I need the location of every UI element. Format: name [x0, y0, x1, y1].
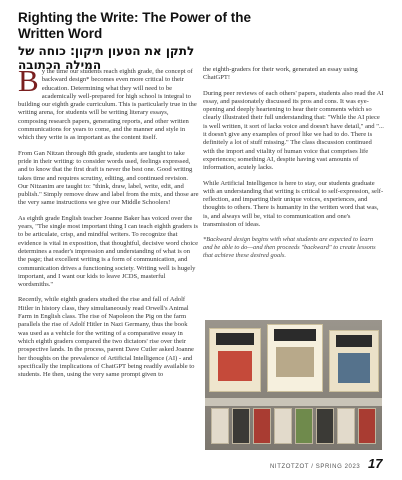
hebrew-subtitle: לתקן את הטעון תיקון: כוחה של המילה הכתובה: [18, 44, 195, 72]
paragraph: From Gan Nitzan through 8th grade, students are taught to take pride in their writing: to consider words used, feelings expressed, and to know that the first draft is never the best one. Good writing takes time and requires scrutiny, editing, and continued revision. Our Nitzanim are taught to: "think, draw, label, write, edit, and publish." Simply remove draw and label from the mix, and those are the very same instructions we give our Middle Schoolers!: [18, 149, 199, 207]
display-shelf: [205, 398, 382, 406]
poster-board: [329, 330, 379, 392]
drop-cap: B: [18, 63, 39, 98]
paragraph: [18, 63, 199, 143]
paragraph-text: y the time our students reach eighth grade, the concept of backward design* becomes even more critical to their education. Determining what they will need to be academically well-prepared for high school is integral to building our eighth grade curriculum. This is particularly true in the writing arena, for students will be writing literary essays, composing research papers, generating reports, and other written communications for years to come, and the manner and style in which they write is as important as the content itself.: [18, 68, 197, 142]
article-title: Righting the Write: The Power of the Written Word: [18, 10, 251, 41]
paragraph: the eighth-graders for their work, generated an essay using ChatGPT!: [203, 66, 358, 82]
paragraph: As eighth grade English teacher Joanne Baker has voiced over the years, "The single most important thing I can teach eighth graders is to be articulate, crisp, and mindful writers. To recognize that evidence is vital in exposition, that thoughtful, decisive word choice determines a reader's impression and understanding of what is on the page; that excellent writing is a form of communication, and communication drives a functioning society. Writing well is hugely important, and I want our kids to leave JCDS, masterful wordsmiths.": [18, 214, 199, 289]
footnote: *Backward design begins with what students are expected to learn and be able to do—and then proceeds "backward" to create lessons that achieve these desired goals.: [203, 236, 376, 260]
paragraph: While Artificial Intelligence is here to stay, our students graduate with an understanding that writing is critical to self-expression, self-reflection, and imparting their unique voices, experiences, and thoughts to others. There is humanity in the written word that was, is, and always will be, vital to communication and one's transmission of ideas.: [203, 179, 384, 229]
paragraph: During peer reviews of each others' papers, students also read the AI essay, and passionately discussed its pros and cons. It was eye-opening and deeply heartening to hear their comments which so clearly illustrated their full understanding that: "While the AI piece is well written, it sort of lacks voice and doesn't have detail," and "... it doesn't give any examples of proof like we had to do. There is definitely a lot of stuff missing." The class discussion continued with the import and vitality of human voice that comprises life experiences; something AI, despite having vast amounts of information, acutely lacks.: [203, 89, 384, 172]
right-column: [203, 66, 384, 267]
book-row: [211, 408, 376, 444]
poster-board: [267, 324, 323, 392]
publication-footer: NITZOTZOT / SPRING 2023: [270, 464, 361, 470]
classroom-display-photo: [205, 320, 382, 450]
page-number: 17: [368, 456, 383, 471]
poster-board: [209, 328, 261, 392]
left-column: [18, 63, 199, 386]
paragraph: Recently, while eighth graders studied the rise and fall of Adolf Hitler in history class, they simultaneously read Orwell's Animal Farm in English class. The rise of Napoleon the Pig on the farm parallels the rise of Adolf Hitler in Nazi Germany, thus the book was used as a vehicle for the writing of a comparative essay in which eighth graders compared the two dictators' rise over their prospective lands. In the process, parent Dave Cutler asked Joanne her thoughts on the prevalence of Artificial Intelligence (AI) - and specifically the implications of ChatGPT being readily available to students. He then, using the very same prompt given to: [18, 296, 195, 379]
